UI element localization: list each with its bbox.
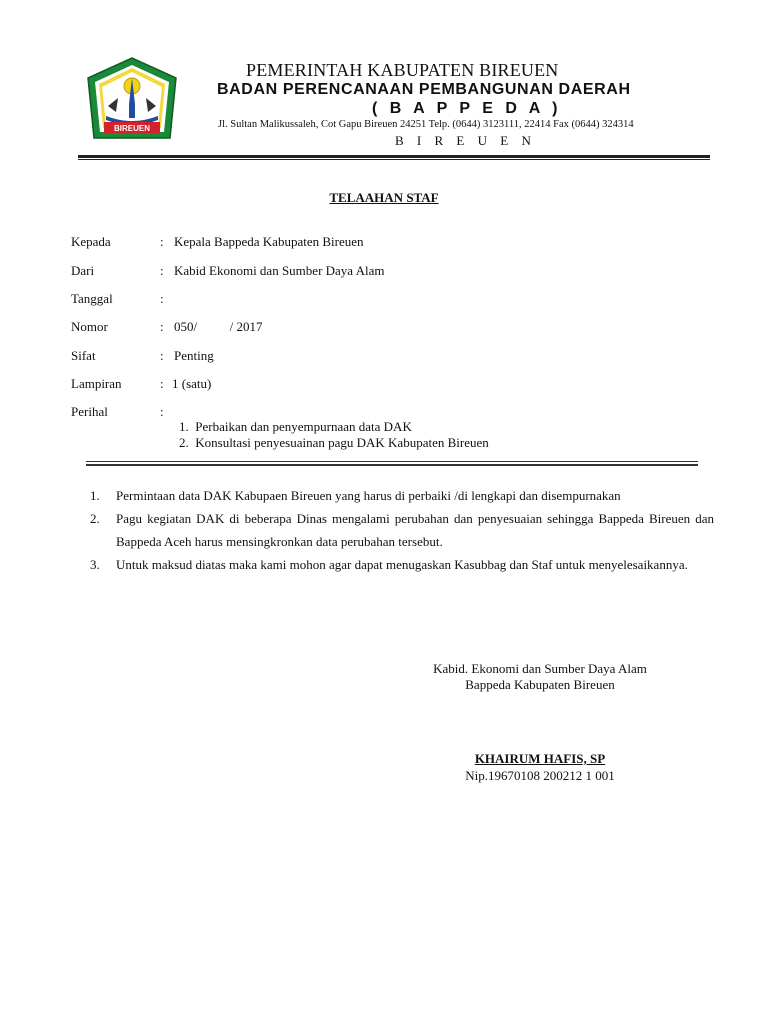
field-label-lampiran: Lampiran [71, 376, 122, 391]
letterhead-divider [78, 155, 710, 158]
signer-name: KHAIRUM HAFIS, SP [474, 751, 606, 766]
field-value-lampiran: :1 (satu) [160, 376, 212, 391]
agency-acronym: ( B A P P E D A ) [372, 100, 562, 117]
field-label-kepada: Kepada [71, 234, 111, 249]
agency-address: Jl. Sultan Malikussaleh, Cot Gapu Bireuen 24251 Telp. (0644) 3123111, 22414 Fax (0644) 324314 [218, 119, 634, 130]
list-item: 3. Untuk maksud diatas maka kami mohon agar dapat menugaskan Kasubbag dan Staf untuk menyelesaikannya. [90, 557, 688, 572]
signer-nip: Nip.19670108 200212 1 001 [465, 768, 615, 783]
list-item: 1. Permintaan data DAK Kabupaen Bireuen yang harus di perbaiki /di lengkapi dan disempurnakan [90, 488, 621, 503]
bireuen-logo [86, 56, 178, 146]
field-label-perihal: Perihal [71, 404, 108, 419]
field-value-sifat: : Penting [160, 348, 214, 363]
header-fields-divider [86, 461, 698, 462]
agency-city: B I R E U E N [395, 133, 536, 148]
field-value-dari: : Kabid Ekonomi dan Sumber Daya Alam [160, 263, 385, 278]
government-name: PEMERINTAH KABUPATEN BIREUEN [246, 60, 559, 80]
field-label-nomor: Nomor [71, 319, 108, 334]
header-fields-divider-thick [86, 464, 698, 466]
letterhead-divider-thin [78, 159, 710, 160]
signer-office: Bappeda Kabupaten Bireuen [465, 677, 615, 692]
document-title: TELAAHAN STAF [329, 190, 439, 205]
field-value-tanggal: : [160, 291, 164, 306]
perihal-item: 2. Konsultasi penyesuainan pagu DAK Kabupaten Bireuen [179, 435, 489, 450]
field-value-perihal: : [160, 404, 164, 419]
perihal-item: 1. Perbaikan dan penyempurnaan data DAK [179, 419, 412, 434]
field-label-dari: Dari [71, 263, 95, 278]
signer-position: Kabid. Ekonomi dan Sumber Daya Alam [433, 661, 647, 676]
field-label-tanggal: Tanggal [71, 291, 113, 306]
field-value-nomor: : 050/ / 2017 [160, 319, 263, 334]
field-value-kepada: : Kepala Bappeda Kabupaten Bireuen [160, 234, 364, 249]
logo-text: BIREUEN [113, 124, 151, 133]
field-label-sifat: Sifat [71, 348, 96, 363]
agency-name: BADAN PERENCANAAN PEMBANGUNAN DAERAH [217, 81, 631, 98]
body-list [90, 484, 714, 576]
list-item: 2. Pagu kegiatan DAK di beberapa Dinas mengalami perubahan dan penyesuaian sehingga Bappeda Bireuen dan Bappeda Aceh harus mensingkronkan data perubahan tersebut. [90, 511, 714, 549]
